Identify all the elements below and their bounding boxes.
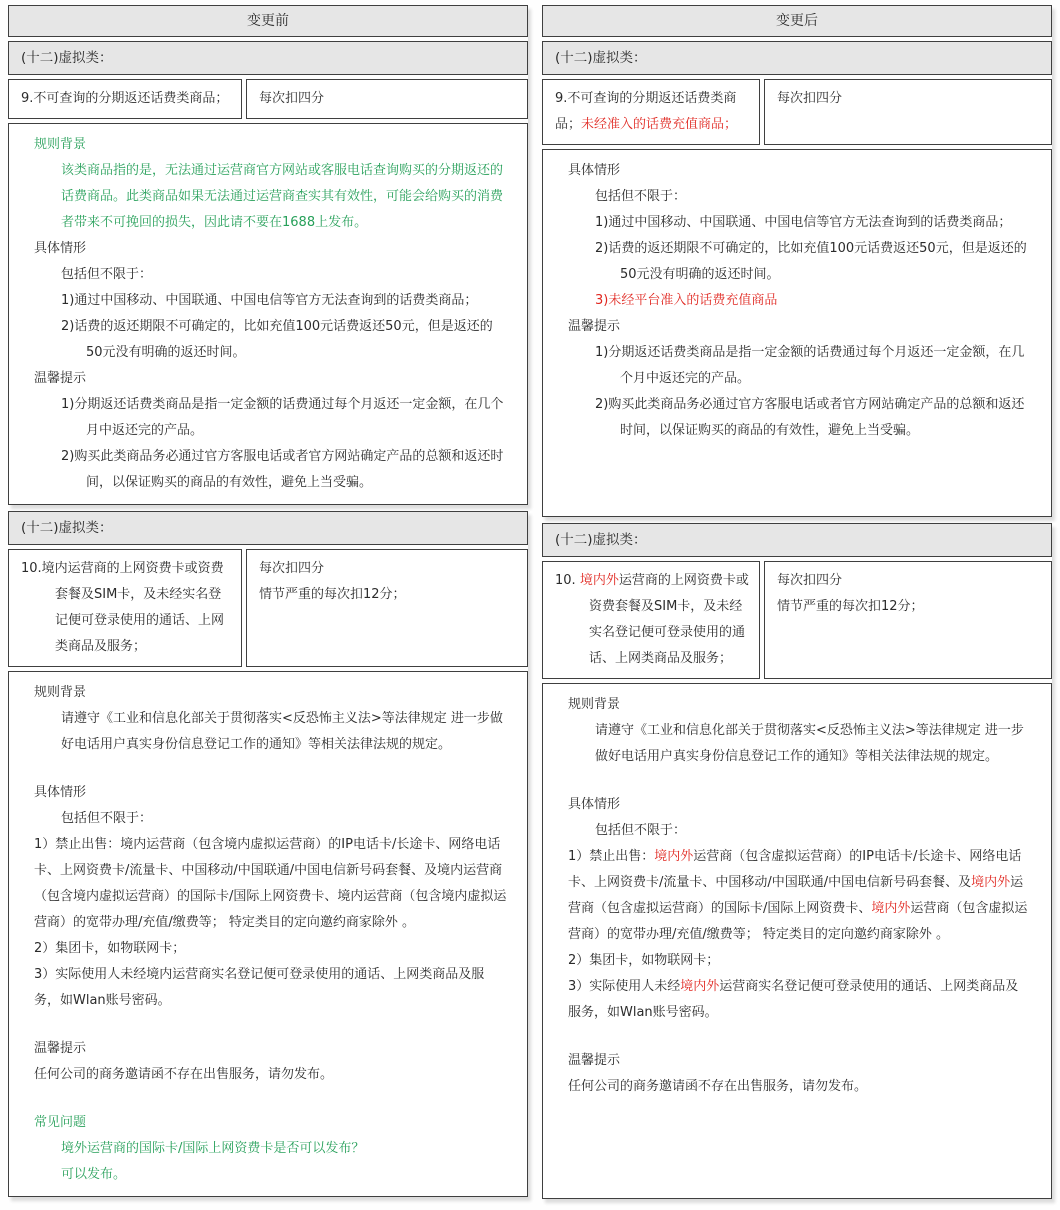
text-segment: 2)话费的返还期限不可确定的，比如充值100元话费返还50元，但是返还的50元没有明确的返还时间。 [595,241,1027,282]
text-block [555,568,749,672]
text-block [568,818,1031,844]
text-block [777,568,1041,594]
text-block [34,1136,507,1162]
text-segment: 9.不可查询的分期返还话费类商品； [21,91,229,106]
text-segment: 常见问题 [34,1115,87,1130]
text-segment: 2)话费的返还期限不可确定的，比如充值100元话费返还50元，但是返还的50元没有明确的返还时间。 [61,319,493,360]
text-segment: 包括但不限于： [61,267,153,282]
text-block [34,1036,507,1062]
text-block [34,780,507,806]
text-segment: 每次扣四分 [259,561,325,576]
after-header: 变更后 [542,5,1052,37]
text-segment: 温馨提示 [568,1053,621,1068]
text-segment: 请遵守《工业和信息化部关于贯彻落实<反恐怖主义法>等法律规定 进一步做好电话用户真实身份信息登记工作的通知》等相关法律法规的规定。 [595,723,1024,764]
text-block [34,366,507,392]
text-segment: 3)未经平台准入的话费充值商品 [595,293,778,308]
text-segment: 3）实际使用人未经境内运营商实名登记便可登录使用的通话、上网类商品及服务，如Wlan账号密码。 [34,967,485,1008]
before-category-row-2: (十二)虚拟类： [8,511,528,545]
text-block [34,314,507,366]
text-segment: 2）集团卡，如物联网卡； [34,941,186,956]
text-block [259,86,517,112]
after-rule10-detail [542,683,1052,1199]
text-segment: 1)通过中国移动、中国联通、中国电信等官方无法查询到的话费类商品； [595,215,1012,230]
text-segment: 规则背景 [568,697,621,712]
text-segment: 具体情形 [34,785,87,800]
text-segment: 9.不可查询的分期返还话费类商品； [555,91,737,132]
before-category-row-1: (十二)虚拟类： [8,41,528,75]
text-block [259,556,517,582]
after-rule9-row [542,79,1052,145]
highlighted-text: 境内外 [871,901,911,916]
after-rule10-row [542,561,1052,679]
text-segment: 具体情形 [568,163,621,178]
text-block [555,86,749,138]
after-category-row-2: (十二)虚拟类： [542,523,1052,557]
text-block [34,262,507,288]
before-column [8,5,528,1203]
text-block [568,1074,1031,1100]
text-block [259,582,517,608]
text-block [568,948,1031,974]
text-segment: 任何公司的商务邀请函不存在出售服务，请勿发布。 [568,1079,868,1094]
text-segment: 规则背景 [34,137,87,152]
text-segment: 10. [555,573,580,588]
text-segment: 情节严重的每次扣12分； [259,587,406,602]
highlighted-text: 境内外 [654,849,694,864]
after-category-row-1: (十二)虚拟类： [542,41,1052,75]
text-block [34,132,507,158]
text-segment: 温馨提示 [34,1041,87,1056]
before-rule9-row [8,79,528,119]
text-segment: 包括但不限于： [595,189,687,204]
after-rule10-text [542,561,760,679]
before-rule10-detail [8,671,528,1197]
text-block [568,288,1031,314]
before-table-rule9 [8,5,528,505]
text-block [34,832,507,936]
text-segment: 具体情形 [34,241,87,256]
text-segment: 运营商（包含虚拟运营商）的IP电话卡/长途卡、网络电话卡、上网资费卡/流量卡、中国移动/中国联通/中国电信新号码套餐、及 [568,849,1022,890]
before-rule9-penalty [246,79,528,119]
highlighted-text: 境内外 [680,979,720,994]
text-block [568,210,1031,236]
text-segment: 2）集团卡，如物联网卡； [568,953,720,968]
before-table-rule10 [8,511,528,1197]
text-segment: 1)分期返还话费类商品是指一定金额的话费通过每个月返还一定金额，在几个月中返还完的产品。 [61,397,504,438]
text-segment: 任何公司的商务邀请函不存在出售服务，请勿发布。 [34,1067,334,1082]
text-block [34,706,507,758]
text-segment: 1)通过中国移动、中国联通、中国电信等官方无法查询到的话费类商品； [61,293,478,308]
text-segment: 温馨提示 [34,371,87,386]
text-segment: 2)购买此类商品务必通过官方客服电话或者官方网站确定产品的总额和返还时间，以保证购买的商品的有效性，避免上当受骗。 [61,449,504,490]
text-block [568,1048,1031,1074]
before-rule9-text [8,79,242,119]
text-block [777,594,1041,620]
text-block [34,392,507,444]
text-segment: 可以发布。 [61,1167,127,1182]
before-rule10-text [8,549,242,667]
text-segment: 境外运营商的国际卡/国际上网资费卡是否可以发布？ [61,1141,365,1156]
text-segment: 1）禁止出售：境内运营商（包含境内虚拟运营商）的IP电话卡/长途卡、网络电话卡、上网资费卡/流量卡、中国移动/中国联通/中国电信新号码套餐、及境内运营商（包含境内虚拟运营商）的国际卡/国际上网资费卡、境内运营商（包含境内虚拟运营商）的宽带办理/充值/缴费等； 特定类目的定向邀约商家除外 。 [34,837,507,930]
text-segment: 情节严重的每次扣12分； [777,599,924,614]
text-block [34,288,507,314]
text-segment: 2)购买此类商品务必通过官方客服电话或者官方网站确定产品的总额和返还时间，以保证购买的商品的有效性，避免上当受骗。 [595,397,1025,438]
highlighted-text: 境内外 [971,875,1011,890]
text-segment: 规则背景 [34,685,87,700]
text-segment: 1)分期返还话费类商品是指一定金额的话费通过每个月返还一定金额，在几个月中返还完的产品。 [595,345,1025,386]
text-block [568,718,1031,770]
text-block [21,86,231,112]
text-block [568,844,1031,948]
text-segment: 运营商的上网资费卡或资费套餐及SIM卡，及未经实名登记便可登录使用的通话、上网类商品及服务； [589,573,749,666]
text-block [34,236,507,262]
text-block [568,792,1031,818]
text-block [568,392,1031,444]
after-table-rule9 [542,5,1052,517]
text-segment: 运营商实名登记便可登录使用的通话、上网类商品及服务，如Wlan账号密码。 [568,979,1019,1020]
before-rule10-penalty [246,549,528,667]
text-block [568,158,1031,184]
text-block [21,556,231,660]
text-segment: 包括但不限于： [595,823,687,838]
text-segment: 每次扣四分 [777,573,843,588]
text-segment: 请遵守《工业和信息化部关于贯彻落实<反恐怖主义法>等法律规定 进一步做好电话用户真实身份信息登记工作的通知》等相关法律法规的规定。 [61,711,503,752]
text-block [34,806,507,832]
text-block [568,340,1031,392]
after-column [542,5,1052,1205]
text-segment: 3）实际使用人未经 [568,979,681,994]
after-table-rule10 [542,523,1052,1199]
text-block [34,962,507,1014]
after-rule10-penalty [764,561,1052,679]
text-segment: 每次扣四分 [777,91,843,106]
text-block [568,236,1031,288]
before-rule10-row [8,549,528,667]
text-segment: 包括但不限于： [61,811,153,826]
text-block [34,1062,507,1088]
text-segment: 1）禁止出售： [568,849,655,864]
highlighted-text: 未经准入的话费充值商品； [581,117,738,132]
text-segment: 10.境内运营商的上网资费卡或资费套餐及SIM卡，及未经实名登记便可登录使用的通话、上网类商品及服务； [21,561,225,654]
text-block [34,444,507,496]
text-segment: 具体情形 [568,797,621,812]
text-block [568,314,1031,340]
text-segment: 该类商品指的是，无法通过运营商官方网站或客服电话查询购买的分期返还的话费商品。此类商品如果无法通过运营商查实其有效性，可能会给购买的消费者带来不可挽回的损失，因此请不要在1688上发布。 [61,163,504,230]
text-block [568,692,1031,718]
text-block [34,936,507,962]
text-block [34,158,507,236]
text-segment: 每次扣四分 [259,91,325,106]
after-rule9-detail [542,149,1052,517]
before-rule9-detail [8,123,528,505]
text-block [568,184,1031,210]
highlighted-text: 境内外 [579,573,619,588]
text-segment: 温馨提示 [568,319,621,334]
after-rule9-text [542,79,760,145]
text-block [34,1162,507,1188]
text-segment: 运营商（包含虚拟运营商）的宽带办理/充值/缴费等； 特定类目的定向邀约商家除外 。 [568,901,1028,942]
after-rule9-penalty [764,79,1052,145]
text-block [568,974,1031,1026]
text-block [777,86,1041,112]
text-block [34,680,507,706]
before-header: 变更前 [8,5,528,37]
text-segment: 运营商（包含虚拟运营商）的国际卡/国际上网资费卡、 [568,875,1024,916]
text-block [34,1110,507,1136]
